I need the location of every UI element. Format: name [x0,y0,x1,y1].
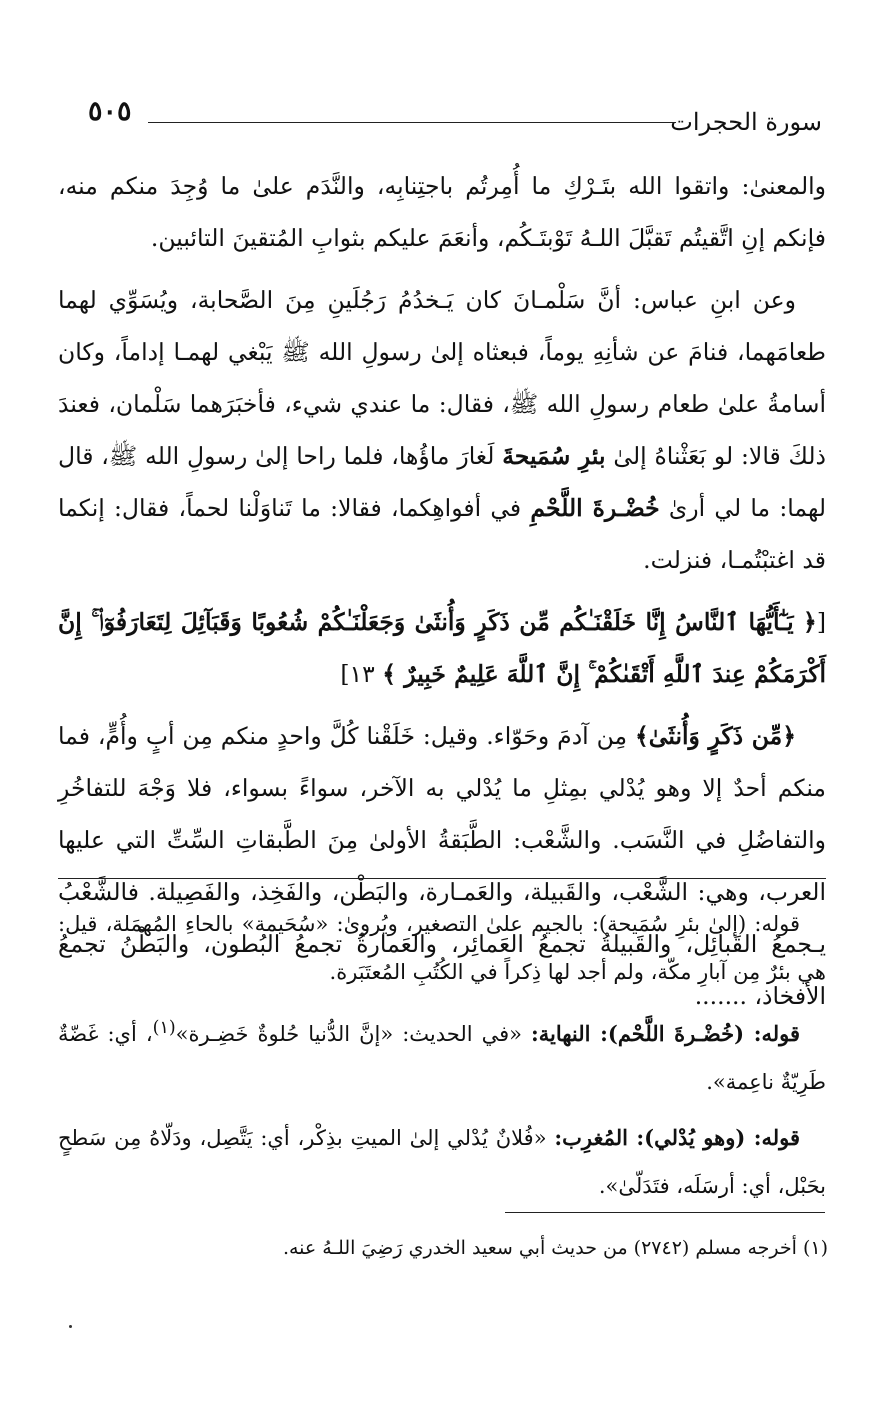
paragraph-ibn-abbas-end: في أفواهِكما، فقالا: ما تَناوَلْنا لحماً، فقال: إنكما قد اغتبْتُمـا، فنزلت. [58,494,826,574]
note-flesh-lead: قوله: (خُضْـرةَ اللَّحْم): النهاية: [530,1021,800,1046]
bold-phrase-flesh: خُضْـرةَ اللَّحْمِ [530,494,660,522]
paragraph-ibn-abbas-text: وعن ابنِ عباس: أنَّ سَلْمـانَ كان يَـخدُمُ رَجُلَينِ مِنَ الصَّحابة، ويُسَوِّي لهما طعامَهما، فنامَ عن شأنِهِ يوماً، فبعثاه إلىٰ رسولِ الله ﷺ يَبْغي لهمـا إداماً، وكان أسامةُ علىٰ طعام رسولِ الله ﷺ، فقال: ما عندي شيء، فأخبَرَهما سَلْمان، فعندَ ذلكَ قالا: لو بَعَثْناهُ إلىٰ [58,286,826,470]
note-flesh [58,1004,826,1106]
note-yudli-text: «فُلانٌ يُدْلي إلىٰ الميتِ بذِكْر، أي: يَتَّصِل، ودَلّاهُ مِن سَطحٍ بحَبْل، أي: أرسَلَه، فتَدَلّىٰ». [58,1126,826,1198]
note-yudli-lead: قوله: (وهو يُدْلي): المُغرِب: [554,1125,800,1150]
surah-title: سورة الحجرات [670,108,822,136]
paragraph-meaning-text: والمعنىٰ: واتقوا الله بتَـرْكِ ما أُمِرتُم باجتِنابِه، والنَّدَم علىٰ ما وُجِدَ منكم منه، فإنكم إنِ اتَّقيتُم تَقبَّلَ اللـهُ تَوْبتَـكُم، وأنعَمَ عليكم بثوابِ المُتقينَ التائبين. [58,172,826,252]
ayah-number: ١٣] [340,660,383,688]
quoted-ayah-fragment: ﴿مِّن ذَكَرٍ وَأُنثَىٰ﴾ [635,722,797,750]
note-well [58,900,826,996]
ayah-text: ﴿ يَـٰٓأَيُّهَا ٱلنَّاسُ إِنَّا خَلَقْنَـٰكُم مِّن ذَكَرٍ وَأُنثَىٰ وَجَعَلْنَـٰكُمْ شُعُوبًا وَقَبَآئِلَ لِتَعَارَفُوٓا۟ ۚ إِنَّ أَكْرَمَكُمْ عِندَ ٱللَّهِ أَتْقَىٰكُمْ ۚ إِنَّ ٱللَّهَ عَلِيمٌ خَبِيرٌ ﴾ [58,608,826,688]
note-yudli [58,1114,826,1210]
page-number: ٥٠٥ [88,96,132,127]
paragraph-ibn-abbas [58,274,826,586]
paragraph-ibn-abbas-mid: لَغارَ ماؤُها، فلما راحا إلىٰ رسولِ الله ﷺ، قال لهما: ما لي أرىٰ [58,442,827,522]
header-rule [148,122,676,123]
stray-dot [69,1325,72,1328]
footnote-rule [505,1212,825,1213]
notes-separator-rule [58,878,826,879]
paragraph-commentary-text: مِن آدمَ وحَوّاء. وقيل: خَلَقْنا كُلَّ واحدٍ منكم مِن أبٍ وأُمٍّ، فما منكم أحدٌ إلا وهو يُدْلي بمِثلِ ما يُدْلي به الآخر، سواءً بسواء، فلا وَجْهَ للتفاخُرِ والتفاضُلِ في النَّسَب. والشَّعْب: الطَّبَقةُ الأولىٰ مِنَ الطَّبقاتِ السِّتِّ التي عليها العرب، وهي: الشَّعْب، والقَبيلة، والعَمـارة، والبَطْن، والفَخِذ، والفَصِيلة. فالشَّعْبُ يـجمعُ القَبائِل، والقَبيلةُ تجمعُ العَمائِر، والعَمارةُ تجمعُ البُطون، والبَطْنُ تجمعُ الأفخاذ، ....... [58,722,826,1010]
note-flesh-text: «في الحديث: «إنَّ الدُّنيا حُلوةٌ خَضِـرة» [175,1022,531,1046]
page-header [60,92,822,140]
ayah-block [58,596,826,700]
note-flesh-end: ، أي: غَضّةٌ طَرِيّةٌ ناعِمة». [58,1022,826,1094]
paragraph-meaning [58,160,826,264]
bold-phrase-well: بئرِ سُمَيحةَ [502,442,606,470]
note-well-text: قوله: (إلىٰ بئرِ سُمَيحة): بالجيم علىٰ التصغير، ويُروىٰ: «سُحَيمة» بالحاءِ المُهمَلة، قيل: هي بئرٌ مِن آبارِ مكّة، ولم أجد لها ذِكراً في الكُتُبِ المُعتَبَرة. [58,912,826,984]
footnote: (١) أخرجه مسلم (٢٧٤٢) من حديث أبي سعيد الخدري رَضِيَ اللـهُ عنه. [282,1237,828,1259]
footnote-reference: (١) [152,1018,176,1038]
marginal-notes [58,900,826,1218]
ayah-open-bracket: [ [816,608,826,636]
